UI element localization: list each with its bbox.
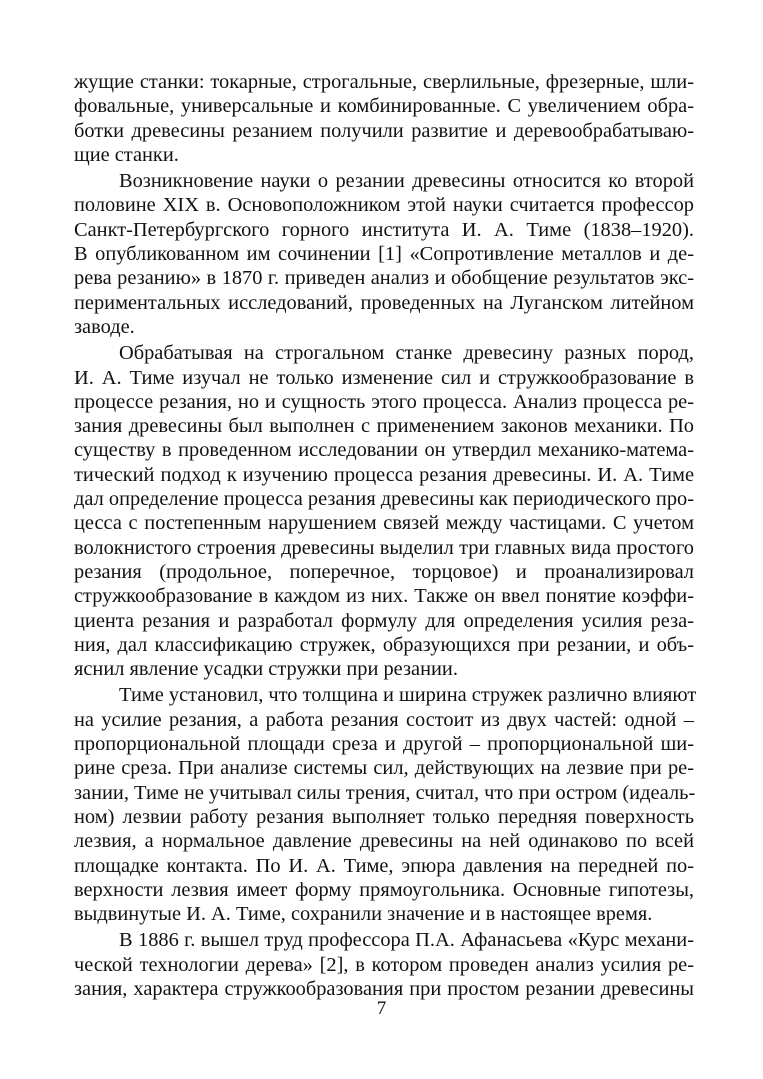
text-line: верхности лезвия имеет форму прямоугольника. Основные гипотезы, (74, 878, 694, 901)
text-line: волокнистого строения древесины выделил три главных вида простого (74, 536, 694, 559)
paragraph-1 (74, 70, 694, 167)
text-line: Тиме установил, что толщина и ширина стружек различно влияют (119, 684, 697, 707)
text-line: пропорциональной площади среза и другой – пропорциональной ши- (74, 733, 694, 756)
paragraph-2 (74, 169, 694, 339)
paragraph-3 (74, 341, 694, 681)
text-line: тический подход к изучению процесса резания древесины. И. А. Тиме (74, 463, 694, 486)
text-line: ческой технологии дерева» [2], в котором проведен анализ усилия ре- (74, 953, 694, 976)
body-text (74, 70, 697, 1003)
text-line: И. А. Тиме изучал не только изменение сил и стружкообразование в (74, 366, 694, 389)
text-line: заводе. (74, 315, 135, 338)
text-line: существу в проведенном исследовании он утвердил механико-матема- (74, 439, 694, 462)
text-line: Возникновение науки о резании древесины относится ко второй (119, 170, 694, 193)
text-line: лезвия, а нормальное давление древесины на ней одинаково по всей (74, 830, 694, 853)
text-line: зания древесины был выполнен с применением законов механики. По (74, 415, 694, 438)
text-line: цесса с постепенным нарушением связей между частицами. С учетом (74, 512, 694, 535)
text-line: дал определение процесса резания древесины как периодического про- (74, 488, 694, 511)
text-line: Обрабатывая на строгальном станке древесину разных пород, (119, 342, 694, 365)
text-line: ния, дал классификацию стружек, образующихся при резании, и объ- (74, 633, 694, 656)
text-line: рева резанию» в 1870 г. приведен анализ и обобщение результатов экс- (74, 267, 694, 290)
text-line: жущие станки: токарные, строгальные, сверлильные, фрезерные, шли- (74, 71, 694, 93)
text-line: Санкт-Петербургского горного института И. А. Тиме (1838–1920). (74, 218, 694, 241)
text-line: ном) лезвии работу резания выполняет только передняя поверхность (74, 805, 694, 828)
text-line: фовальные, универсальные и комбинированные. С увеличением обра- (74, 95, 694, 118)
text-line: выдвинутые И. А. Тиме, сохранили значение и в настоящее время. (74, 903, 653, 926)
text-line: рине среза. При анализе системы сил, действующих на лезвие при ре- (74, 757, 694, 780)
text-line: В опубликованном им сочинении [1] «Сопротивление металлов и де- (74, 243, 694, 266)
paragraph-4 (74, 683, 697, 926)
text-line: ботки древесины резанием получили развитие и деревообрабатываю- (74, 119, 694, 142)
text-line: В 1886 г. вышел труд профессора П.А. Афанасьева «Курс механи- (119, 929, 694, 952)
text-line: резания (продольное, поперечное, торцовое) и проанализировал (74, 560, 694, 583)
text-line: зания, характера стружкообразования при простом резании древесины (74, 977, 694, 1000)
text-line: зании, Тиме не учитывал силы трения, считал, что при остром (идеаль- (74, 781, 696, 804)
text-line: процессе резания, но и сущность этого процесса. Анализ процесса ре- (74, 390, 694, 413)
text-line: периментальных исследований, проведенных на Луганском литейном (74, 291, 694, 314)
text-line: циента резания и разработал формулу для определения усилия реза- (74, 609, 694, 632)
text-line: на усилие резания, а работа резания состоит из двух частей: одной – (74, 708, 694, 731)
paragraph-5 (74, 928, 694, 1001)
page-number: 7 (376, 998, 387, 1019)
text-line: половине XIX в. Основоположником этой науки считается профессор (74, 194, 694, 217)
text-line: яснил явление усадки стружки при резании. (74, 658, 458, 681)
text-line: стружкообразование в каждом из них. Также он ввел понятие коэффи- (74, 585, 694, 608)
text-line: щие станки. (74, 143, 179, 166)
text-line: площадке контакта. По И. А. Тиме, эпюра давления на передней по- (74, 854, 694, 877)
